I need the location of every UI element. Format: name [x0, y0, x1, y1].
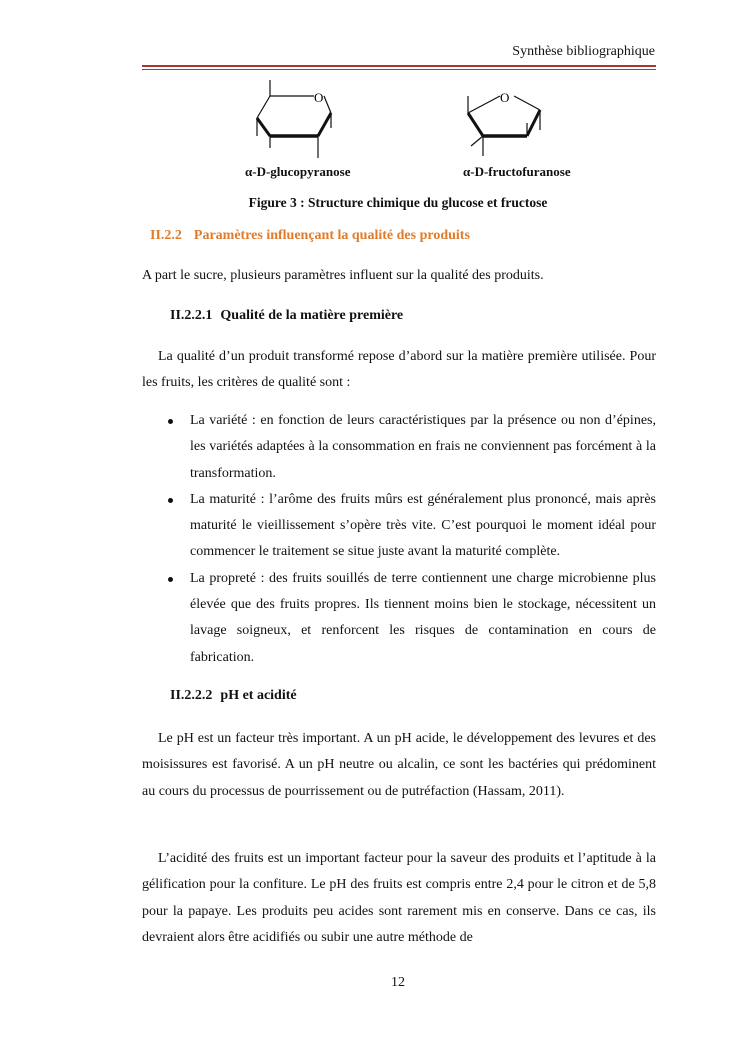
bullet-text: La variété : en fonction de leurs caractéristiques par la présence ou non d’épines, les variétés adaptées à la consommation en frais ne conviennent pas forcément à la transformation. [190, 413, 656, 481]
acidity-paragraph [142, 846, 656, 951]
fructofuranose-label: α-D-fructofuranose [463, 164, 571, 179]
sugar-structures-figure [0, 78, 745, 168]
intro-paragraph: A part le sucre, plusieurs paramètres influent sur la qualité des produits. [142, 268, 544, 283]
bullet-text: La propreté : des fruits souillés de terre contiennent une charge microbienne plus élevée que des fruits propres. Ils tiennent moins bien le stockage, nécessitent un lavage soigneux, et renforcent les risques de contamination en cours de fabrication. [190, 570, 656, 665]
fructose-ring-oxygen: O [500, 90, 510, 105]
quality-paragraph-text: La qualité d’un produit transformé repose d’abord sur la matière première utilisée. Pour les fruits, les critères de qualité sont : [142, 349, 656, 391]
list-item [190, 408, 656, 487]
subsection-1-number: II.2.2.1 [170, 308, 213, 323]
glucopyranose-label: α-D-glucopyranose [245, 164, 351, 179]
running-header: Synthèse bibliographique [512, 44, 655, 59]
section-number: II.2.2 [150, 228, 182, 243]
subsection-1-title: Qualité de la matière première [220, 308, 404, 323]
bullet-text: La maturité : l’arôme des fruits mûrs est généralement plus prononcé, mais après maturité le vieillissement s’opère très vite. C’est pourquoi le moment idéal pour commencer le traitement se situe juste avant la maturité complète. [190, 491, 656, 560]
glucose-ring-oxygen: O [314, 90, 324, 105]
fructofuranose-ring [468, 96, 540, 156]
bullet-icon [168, 419, 173, 424]
bullet-icon [168, 577, 173, 582]
header-rule-thin [142, 69, 656, 70]
subsection-2-title: pH et acidité [220, 688, 297, 703]
header-rule [142, 65, 656, 67]
list-item [190, 487, 656, 566]
ph-paragraph-text: Le pH est un facteur très important. A un pH acide, le développement des levures et des moisissures est favorisé. A un pH neutre ou alcalin, ce sont les bactéries qui prédominent au cours du processus de pourrissement ou de putréfaction (Hassam, 2011). [142, 731, 656, 799]
subsection-heading-2 [170, 688, 297, 704]
list-item [190, 566, 656, 671]
subsection-2-number: II.2.2.2 [170, 688, 213, 703]
criteria-list [190, 408, 656, 671]
bullet-icon [168, 498, 173, 503]
figure-caption: Figure 3 : Structure chimique du glucose et fructose [248, 195, 548, 210]
acidity-paragraph-text: L’acidité des fruits est un important facteur pour la saveur des produits et l’aptitude à la gélification pour la confiture. Le pH des fruits est compris entre 2,4 pour le citron et de 5,8 pour la papaye. Les produits peu acides sont rarement mis en conserve. Dans ce cas, ils devraient alors être acidifiés ou subir une autre méthode de [142, 851, 656, 945]
quality-paragraph [142, 344, 656, 397]
ph-paragraph [142, 726, 656, 805]
section-heading [150, 228, 470, 244]
subsection-heading-1 [170, 308, 403, 324]
section-title: Paramètres influençant la qualité des produits [193, 228, 470, 243]
page-number: 12 [391, 975, 405, 990]
